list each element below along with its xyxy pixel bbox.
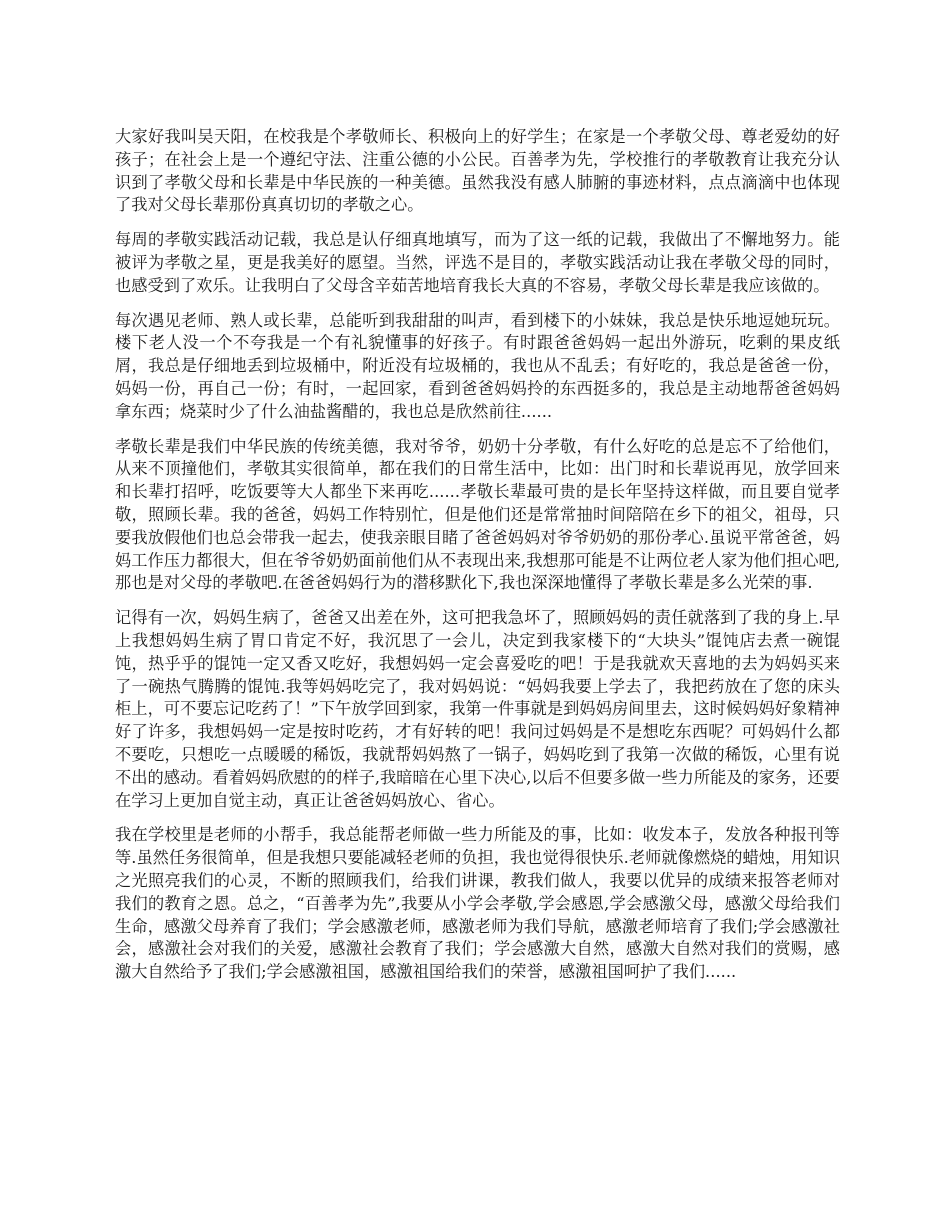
paragraph-3: 每次遇见老师、熟人或长辈，总能听到我甜甜的叫声，看到楼下的小妹妹，我总是快乐地逗她玩玩。楼下老人没一个不夸我是一个有礼貌懂事的好孩子。有时跟爸爸妈妈一起出外游玩，吃剩的果皮纸屑，我总是仔细地丢到垃圾桶中，附近没有垃圾桶的，我也从不乱丢；有好吃的，我总是爸爸一份，妈妈一份，再自己一份；有时，一起回家，看到爸爸妈妈拎的东西挺多的，我总是主动地帮爸爸妈妈拿东西；烧菜时少了什么油盐酱醋的，我也总是欣然前往......: [115, 310, 840, 421]
paragraph-6: 我在学校里是老师的小帮手，我总能帮老师做一些力所能及的事，比如：收发本子，发放各种报刊等等.虽然任务很简单，但是我想只要能减轻老师的负担，我也觉得很快乐.老师就像燃烧的蜡烛，用知识之光照亮我们的心灵，不断的照顾我们，给我们讲课，教我们做人，我要以优异的成绩来报答老师对我们的教育之恩。总之，“百善孝为先”,我要从小学会孝敬,学会感恩,学会感激父母，感激父母给我们生命，感激父母养育了我们；学会感激老师，感激老师为我们导航，感激老师培育了我们;学会感激社会，感激社会对我们的关爱，感激社会教育了我们；学会感激大自然，感激大自然对我们的赏赐，感激大自然给予了我们;学会感激祖国，感激祖国给我们的荣誉，感激祖国呵护了我们......: [115, 825, 840, 982]
paragraph-2: 每周的孝敬实践活动记载，我总是认仔细真地填写，而为了这一纸的记载，我做出了不懈地努力。能被评为孝敬之星，更是我美好的愿望。当然，评选不是目的，孝敬实践活动让我在孝敬父母的同时，也感受到了欢乐。让我明白了父母含辛茹苦地培育我长大真的不容易，孝敬父母长辈是我应该做的。: [115, 230, 840, 295]
paragraph-4: 孝敬长辈是我们中华民族的传统美德，我对爷爷，奶奶十分孝敬，有什么好吃的总是忘不了给他们，从来不顶撞他们，孝敬其实很简单，都在我们的日常生活中，比如：出门时和长辈说再见，放学回来和长辈打招呼，吃饭要等大人都坐下来再吃......孝敬长辈最可贵的是长年坚持这样做，而且要自觉孝敬，照顾长辈。我的爸爸，妈妈工作特别忙，但是他们还是常常抽时间陪陪在乡下的祖父，祖母，只要我放假他们也总会带我一起去，使我亲眼目睹了爸爸妈妈对爷爷奶奶的那份孝心.虽说平常爸爸，妈妈工作压力都很大，但在爷爷奶奶面前他们从不表现出来,我想那可能是不让两位老人家为他们担心吧,那也是对父母的孝敬吧.在爸爸妈妈行为的潜移默化下,我也深深地懂得了孝敬长辈是多么光荣的事.: [115, 436, 840, 593]
paragraph-1: 大家好我叫吴天阳，在校我是个孝敬师长、积极向上的好学生；在家是一个孝敬父母、尊老爱幼的好孩子；在社会上是一个遵纪守法、注重公德的小公民。百善孝为先，学校推行的孝敬教育让我充分认识到了孝敬父母和长辈是中华民族的一种美德。虽然我没有感人肺腑的事迹材料，点点滴滴中也体现了我对父母长辈那份真真切切的孝敬之心。: [115, 127, 840, 215]
document-body: [115, 126, 840, 996]
paragraph-5: 记得有一次，妈妈生病了，爸爸又出差在外，这可把我急坏了，照顾妈妈的责任就落到了我的身上.早上我想妈妈生病了胃口肯定不好，我沉思了一会儿，决定到我家楼下的“大块头”馄饨店去煮一碗馄饨，热乎乎的馄饨一定又香又吃好，我想妈妈一定会喜爱吃的吧！于是我就欢天喜地的去为妈妈买来了一碗热气腾腾的馄饨.我等妈妈吃完了，我对妈妈说：“妈妈我要上学去了，我把药放在了您的床头柜上，可不要忘记吃药了！”下午放学回到家，我第一件事就是到妈妈房间里去，这时候妈妈好象精神好了许多，我想妈妈一定是按时吃药，才有好转的吧！我问过妈妈是不是想吃东西呢？可妈妈什么都不要吃，只想吃一点暖暖的稀饭，我就帮妈妈熬了一锅子，妈妈吃到了我第一次做的稀饭，心里有说不出的感动。看着妈妈欣慰的的样子,我暗暗在心里下决心,以后不但要多做一些力所能及的家务，还要在学习上更加自觉主动，真正让爸爸妈妈放心、省心。: [115, 608, 840, 810]
